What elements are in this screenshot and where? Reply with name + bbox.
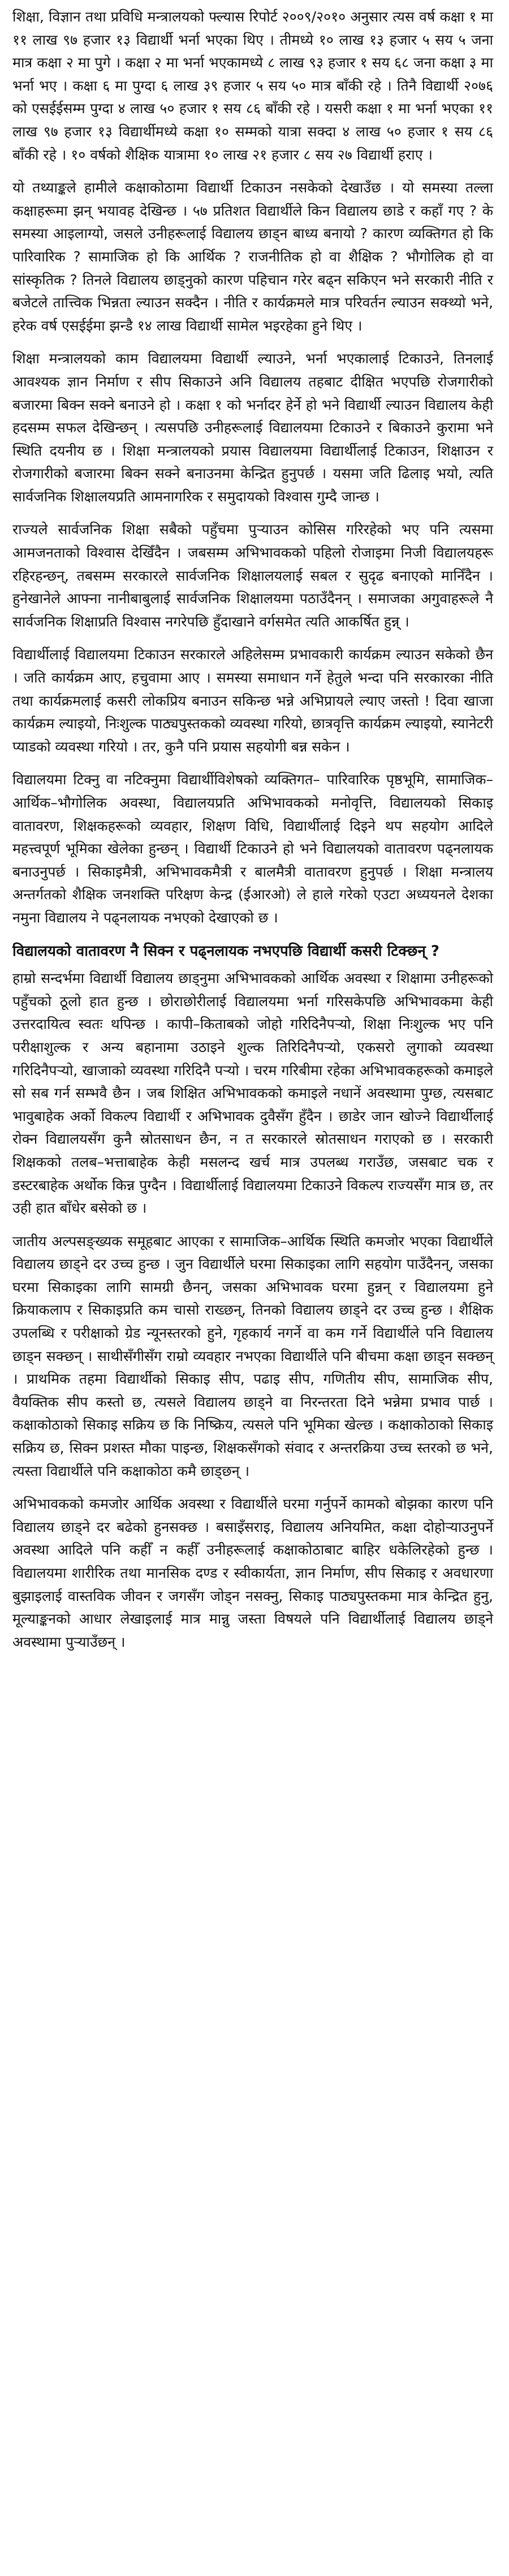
article-paragraph: शिक्षा मन्त्रालयको काम विद्यालयमा विद्यार्थी ल्याउने, भर्ना भएकालाई टिकाउने, तिनलाई आवश्यक ज्ञान निर्माण र सीप सिकाउने अनि विद्यालय तहबाट दीक्षित भएपछि रोजगारीको बजारमा बिक्न सक्ने बनाउने हो । कक्षा १ को भर्नादर हेर्ने हो भने विद्यार्थी ल्याउन विद्यालय केही हदसम्म सफल देखिन्छन् । त्यसपछि उनीहरूलाई विद्यालयमा टिकाउने र बिकाउने कुरामा भने स्थिति दयनीय छ । शिक्षा मन्त्रालयको प्रयास विद्यालयमा विद्यार्थीलाई टिकाउन, शिक्षाउन र रोजगारीको बजारमा बिक्न सक्ने बनाउनमा केन्द्रित हुनुपर्छ । यसमा जति ढिलाइ भयो, त्यति सार्वजनिक शिक्षालयप्रति आमनागरिक र समुदायको विश्वास गुम्दै जान्छ । (12, 350, 493, 505)
section-subheading: विद्यालयको वातावरण नै सिक्न र पढ्नलायक नभएपछि विद्यार्थी कसरी टिक्छन् ? (12, 942, 439, 960)
article-paragraph: हाम्रो सन्दर्भमा विद्यार्थी विद्यालय छाड्नुमा अभिभावकको आर्थिक अवस्था र शिक्षामा उनीहरूको पहुँचको ठूलो हात हुन्छ । छोराछोरीलाई विद्यालयमा भर्ना गरिसकेपछि अभिभावकमा केही उत्तरदायित्व स्वतः थपिन्छ । कापी–किताबको जोहो गरिदिनैपऱ्यो, शिक्षा निःशुल्क भए पनि परीक्षाशुल्क र अन्य बहानामा उठाइने शुल्क तिरिदिनैपऱ्यो, एकसरो लुगाको व्यवस्था गरिदिनैपऱ्यो, खाजाको व्यवस्था गरिदिनै पऱ्यो । चरम गरिबीमा रहेका अभिभावकहरूको कमाइले सो सब गर्न सम्भवै छैन । जब शिक्षित अभिभावकको कमाइले नधानें अवस्थामा पुग्छ, त्यसबाट भावुबाहेक अर्को विकल्प विद्यार्थी र अभिभावक दुवैसँग हुँदैन । छाडेर जान खोज्ने विद्यार्थीलाई रोक्न विद्यालयसँग कुनै स्रोतसाधन छैन, न त सरकारले स्रोतसाधन गराएको छ । सरकारी शिक्षकको तलब–भत्ताबाहेक केही मसलन्द खर्च मात्र उपलब्ध गराउँछ, जसबाट चक र डस्टरबाहेक अर्थोक किन्न पुग्दैन । विद्यार्थीलाई विद्यालयमा टिकाउने विकल्प राज्यसँग मात्र छ, तर उही हात बाँधेर बसेको छ । (12, 970, 493, 1217)
article-paragraph: यो तथ्याङ्कले हामीले कक्षाकोठामा विद्यार्थी टिकाउन नसकेको देखाउँछ । यो समस्या तल्ला कक्षाहरूमा झन् भयावह देखिन्छ । ५७ प्रतिशत विद्यार्थीले किन विद्यालय छाडे र कहाँ गए ? के समस्या आइलाग्यो, जसले उनीहरूलाई विद्यालय छाड्न बाध्य बनायो ? कारण व्यक्तिगत हो कि पारिवारिक ? सामाजिक हो कि आर्थिक ? राजनीतिक हो वा शैक्षिक ? भौगोलिक हो वा सांस्कृतिक ? तिनले विद्यालय छाड्नुको कारण पहिचान गरेर बढ्न सकिएन भने सरकारी नीति र बजेटले तात्त्विक भिन्नता ल्याउन सक्दैन । नीति र कार्यक्रमले मात्र परिवर्तन ल्याउन सक्थ्यो भने, हरेक वर्ष एसईईमा झन्डै १४ लाख विद्यार्थी सामेल भइरहेका हुने थिए । (12, 179, 493, 334)
article-paragraph: अभिभावकको कमजोर आर्थिक अवस्था र विद्यार्थीले घरमा गर्नुपर्ने कामको बोझका कारण पनि विद्यालय छाड्ने दर बढेको हुनसक्छ । बसाइँसराइ, विद्यालय अनियमित, कक्षा दोहोऱ्याउनुपर्ने अवस्था आदिले पनि कहीँ न कहीँ उनीहरूलाई कक्षाकोठाबाट बाहिर धकेलिरहेको हुन्छ । विद्यालयमा शारीरिक तथा मानसिक दण्ड र स्वीकार्यता, ज्ञान निर्माण, सीप सिकाइ र अवधारणा बुझाइलाई वास्तविक जीवन र जगसँग जोड्न नसक्नु, सिकाइ पाठ्यपुस्तकमा मात्र केन्द्रित हुनु, मूल्याङ्कनको आधार लेखाइलाई मात्र मान्नु जस्ता विषयले पनि विद्यार्थीलाई विद्यालय छाड्ने अवस्थामा पुऱ्याउँछन् । (12, 1496, 493, 1650)
article-paragraph: शिक्षा, विज्ञान तथा प्रविधि मन्त्रालयको फ्ल्यास रिपोर्ट २००९/२०१० अनुसार त्यस वर्ष कक्षा १ मा ११ लाख ९७ हजार १३ विद्यार्थी भर्ना भएका थिए । तीमध्ये १० लाख १३ हजार ५ सय ५ जना मात्र कक्षा २ मा पुगे । कक्षा २ मा भर्ना भएकामध्ये ८ लाख ९३ हजार १ सय ६८ जना कक्षा ३ मा भर्ना भए । कक्षा ६ मा पुग्दा ६ लाख ३९ हजार ५ सय ५० मात्र बाँकी रहे । तिनै विद्यार्थी २०७६ को एसईईसम्म पुग्दा ४ लाख ५० हजार १ सय ८६ बाँकी रहे । यसरी कक्षा १ मा भर्ना भएका ११ लाख ९७ हजार १३ विद्यार्थीमध्ये कक्षा १० सम्मको यात्रा सक्दा ४ लाख ५० हजार १ सय ८६ बाँकी रहे । १० वर्षको शैक्षिक यात्रामा १० लाख २१ हजार ८ सय २७ विद्यार्थी हराए । (12, 8, 493, 163)
article-paragraph: विद्यालयमा टिक्नु वा नटिक्नुमा विद्यार्थीविशेषको व्यक्तिगत– पारिवारिक पृष्ठभूमि, सामाजिक–आर्थिक–भौगोलिक अवस्था, विद्यालयप्रति अभिभावकको मनोवृत्ति, विद्यालयको सिकाइ वातावरण, शिक्षकहरूको व्यवहार, शिक्षण विधि, विद्यार्थीलाई दिइने थप सहयोग आदिले महत्त्वपूर्ण भूमिका खेलेका हुन्छन् । विद्यार्थी टिकाउने हो भने विद्यालयको वातावरण पढ्नलायक बनाउनुपर्छ । सिकाइमैत्री, अभिभावकमैत्री र बालमैत्री वातावरण हुनुपर्छ । शिक्षा मन्त्रालय अन्तर्गतको शैक्षिक जनशक्ति परिक्षण केन्द्र (ईआरओ) ले हाले गरेको एउटा अध्ययनले देशका नमुना विद्यालय ने पढ्नलायक नभएको देखाएको छ । (12, 771, 493, 926)
article-paragraph: जातीय अल्पसङ्ख्यक समूहबाट आएका र सामाजिक–आर्थिक स्थिति कमजोर भएका विद्यार्थीले विद्यालय छाड्ने दर उच्च हुन्छ । जुन विद्यार्थीले घरमा सिकाइका लागि सहयोग पाउँदैनन्, जसका घरमा सिकाइका लागि सामग्री छैनन्, जसका अभिभावक घरमा हुन्नन् र विद्यालयमा हुने क्रियाकलाप र सिकाइप्रति कम चासो राख्छन्, तिनको विद्यालय छाड्ने दर उच्च हुन्छ । शैक्षिक उपलब्धि र परीक्षाको ग्रेड न्यूनस्तरको हुने, गृहकार्य नगर्ने वा कम गर्ने विद्यार्थीले पनि विद्यालय छाड्न सक्छन् । साथीसँगीसँग राम्रो व्यवहार नभएका विद्यार्थीले पनि बीचमा कक्षा छाड्न सक्छन् । प्राथमिक तहमा विद्यार्थीको सिकाइ सीप, पढाइ सीप, गणितीय सीप, सामाजिक सीप, वैयक्तिक सीप कस्तो छ, त्यसले विद्यालय छाड्ने वा निरन्तरता दिने भन्नेमा प्रभाव पार्छ । कक्षाकोठाको सिकाइ सक्रिय छ कि निष्क्रिय, त्यसले पनि भूमिका खेल्छ । कक्षाकोठाको सिकाइ सक्रिय छ, सिक्न प्रशस्त मौका पाइन्छ, शिक्षकसँगको संवाद र अन्तरक्रिया उच्च स्तरको छ भने, त्यस्ता विद्यार्थीले पनि कक्षाकोठा कमै छाड्छन् । (12, 1233, 493, 1479)
article-paragraph: विद्यार्थीलाई विद्यालयमा टिकाउन सरकारले अहिलेसम्म प्रभावकारी कार्यक्रम ल्याउन सकेको छैन । जति कार्यक्रम आए, हचुवामा आए । समस्या समाधान गर्ने हेतुले भन्दा पनि सरकारका नीति तथा कार्यक्रमलाई कसरी लोकप्रिय बनाउन सकिन्छ भन्ने अभिप्रायले ल्याए जस्तो ! दिवा खाजा कार्यक्रम ल्याइयो, निःशुल्क पाठ्यपुस्तकको व्यवस्था गरियो, छात्रवृत्ति कार्यक्रम ल्याइयो, स्यानेटरी प्याडको व्यवस्था गरियो । तर, कुनै पनि प्रयास सहयोगी बन्न सकेन । (12, 646, 493, 755)
article-paragraph: राज्यले सार्वजनिक शिक्षा सबैको पहुँचमा पुऱ्याउन कोसिस गरिरहेको भए पनि त्यसमा आमजनताको विश्वास देखिँदैन । जबसम्म अभिभावकको पहिलो रोजाइमा निजी विद्यालयहरू रहिरहन्छन्, तबसम्म सरकारले सार्वजनिक शिक्षालयलाई सबल र सुदृढ बनाएको मानिँदैन । हुनेखानेले आफ्ना नानीबाबुलाई सार्वजनिक शिक्षालयमा पठाउँदैनन् । समाजका अगुवाहरूले नै सार्वजनिक शिक्षाप्रति विश्वास नगरेपछि हुँदाखाने वर्गसमेत त्यति आकर्षित हुन्न् । (12, 521, 493, 630)
